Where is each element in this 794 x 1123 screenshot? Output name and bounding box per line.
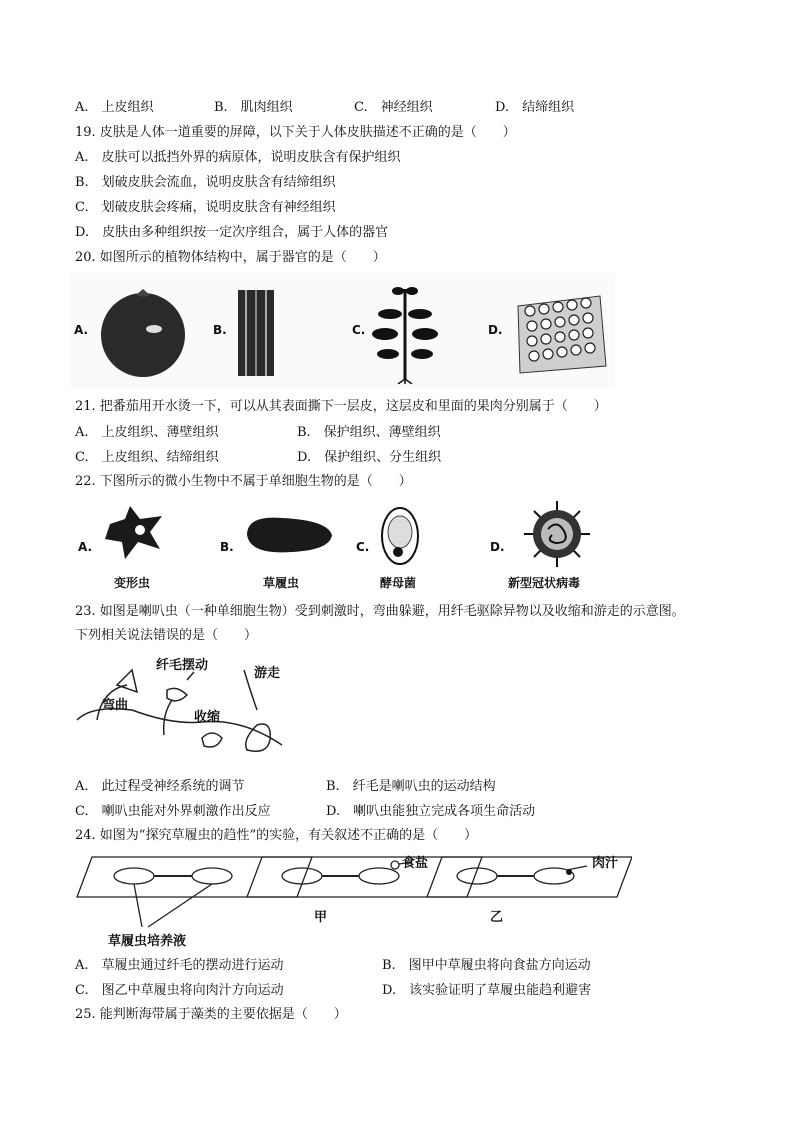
q24-stem: 24. 如图为“探究草履虫的趋性”的实验，有关叙述不正确的是（ ）: [75, 828, 478, 843]
q18-option-b: B. 肌肉组织: [214, 100, 293, 115]
q22-label-b: B.: [220, 540, 234, 554]
q24-figure: [72, 852, 632, 952]
q24-option-c: C. 图乙中草履虫将向肉汁方向运动: [75, 983, 284, 998]
q21-option-c: C. 上皮组织、结缔组织: [75, 450, 219, 465]
q24-label-jia: 甲: [314, 910, 328, 925]
q22-caption-a: 变形虫: [114, 576, 151, 590]
yeast-image: [378, 504, 423, 569]
q25-stem: 25. 能判断海带属于藻类的主要依据是（ ）: [75, 1007, 347, 1022]
q22-stem: 22. 下图所示的微小生物中不属于单细胞生物的是（ ）: [75, 474, 412, 489]
q21-stem: 21. 把番茄用开水烫一下，可以从其表面撕下一层皮，这层皮和里面的果肉分别属于（ ）: [75, 399, 607, 414]
q23-stem-line1: 23. 如图是喇叭虫（一种单细胞生物）受到刺激时，弯曲躲避，用纤毛驱除异物以及收缩和游走的示意图。: [75, 604, 685, 619]
q24-label-culture: 草履虫培养液: [108, 934, 187, 949]
coronavirus-image: [522, 499, 592, 569]
q23-figure: [72, 650, 302, 770]
q23-option-b: B. 纤毛是喇叭虫的运动结构: [326, 779, 496, 794]
q23-option-d: D. 喇叭虫能独立完成各项生命活动: [326, 804, 536, 819]
q23-option-a: A. 此过程受神经系统的调节: [75, 779, 245, 794]
q22-label-d: D.: [490, 540, 505, 554]
q19-option-c: C. 划破皮肤会疼痛，说明皮肤含有神经组织: [75, 200, 336, 215]
cell-tissue-image: [510, 291, 610, 376]
q18-option-a: A. 上皮组织: [75, 100, 154, 115]
q18-option-c: C. 神经组织: [354, 100, 433, 115]
q24-label-broth: 肉汁: [592, 856, 619, 871]
q20-label-b: B.: [213, 323, 227, 337]
q22-caption-c: 酵母菌: [380, 576, 417, 590]
q20-figure: [70, 273, 615, 388]
q24-option-d: D. 该实验证明了草履虫能趋利避害: [382, 983, 592, 998]
q23-option-c: C. 喇叭虫能对外界刺激作出反应: [75, 804, 271, 819]
q24-label-yi: 乙: [490, 910, 504, 925]
tomato-image: [98, 287, 188, 379]
q23-label-contract: 收缩: [194, 710, 221, 725]
q20-stem: 20. 如图所示的植物体结构中，属于器官的是（ ）: [75, 250, 386, 265]
q23-label-swim: 游走: [254, 666, 281, 681]
plant-image: [370, 279, 440, 384]
q24-label-salt: 食盐: [402, 856, 429, 871]
q22-figure: [70, 494, 630, 594]
stem-tissue-image: [236, 288, 276, 378]
q21-option-a: A. 上皮组织、薄壁组织: [75, 425, 219, 440]
q23-label-cilia: 纤毛摆动: [156, 658, 209, 673]
q22-caption-d: 新型冠状病毒: [508, 576, 581, 590]
q23-label-bend: 弯曲: [102, 698, 129, 713]
q19-option-a: A. 皮肤可以抵挡外界的病原体，说明皮肤含有保护组织: [75, 150, 401, 165]
q22-label-a: A.: [78, 540, 93, 554]
q24-option-b: B. 图甲中草履虫将向食盐方向运动: [382, 958, 591, 973]
q22-caption-b: 草履虫: [263, 576, 300, 590]
q21-option-b: B. 保护组织、薄壁组织: [297, 425, 441, 440]
q20-label-a: A.: [74, 323, 89, 337]
paramecium-image: [242, 510, 337, 560]
q18-option-d: D. 结缔组织: [495, 100, 575, 115]
q19-option-d: D. 皮肤由多种组织按一定次序组合，属于人体的器官: [75, 225, 389, 240]
q20-label-d: D.: [488, 323, 503, 337]
amoeba-image: [100, 504, 170, 564]
q19-option-b: B. 划破皮肤会流血，说明皮肤含有结缔组织: [75, 175, 336, 190]
q22-label-c: C.: [356, 540, 370, 554]
q23-stem-line2: 下列相关说法错误的是（ ）: [75, 628, 258, 643]
q19-stem: 19. 皮肤是人体一道重要的屏障，以下关于人体皮肤描述不正确的是（ ）: [75, 125, 516, 140]
q20-label-c: C.: [352, 323, 366, 337]
q21-option-d: D. 保护组织、分生组织: [297, 450, 442, 465]
q24-option-a: A. 草履虫通过纤毛的摆动进行运动: [75, 958, 284, 973]
